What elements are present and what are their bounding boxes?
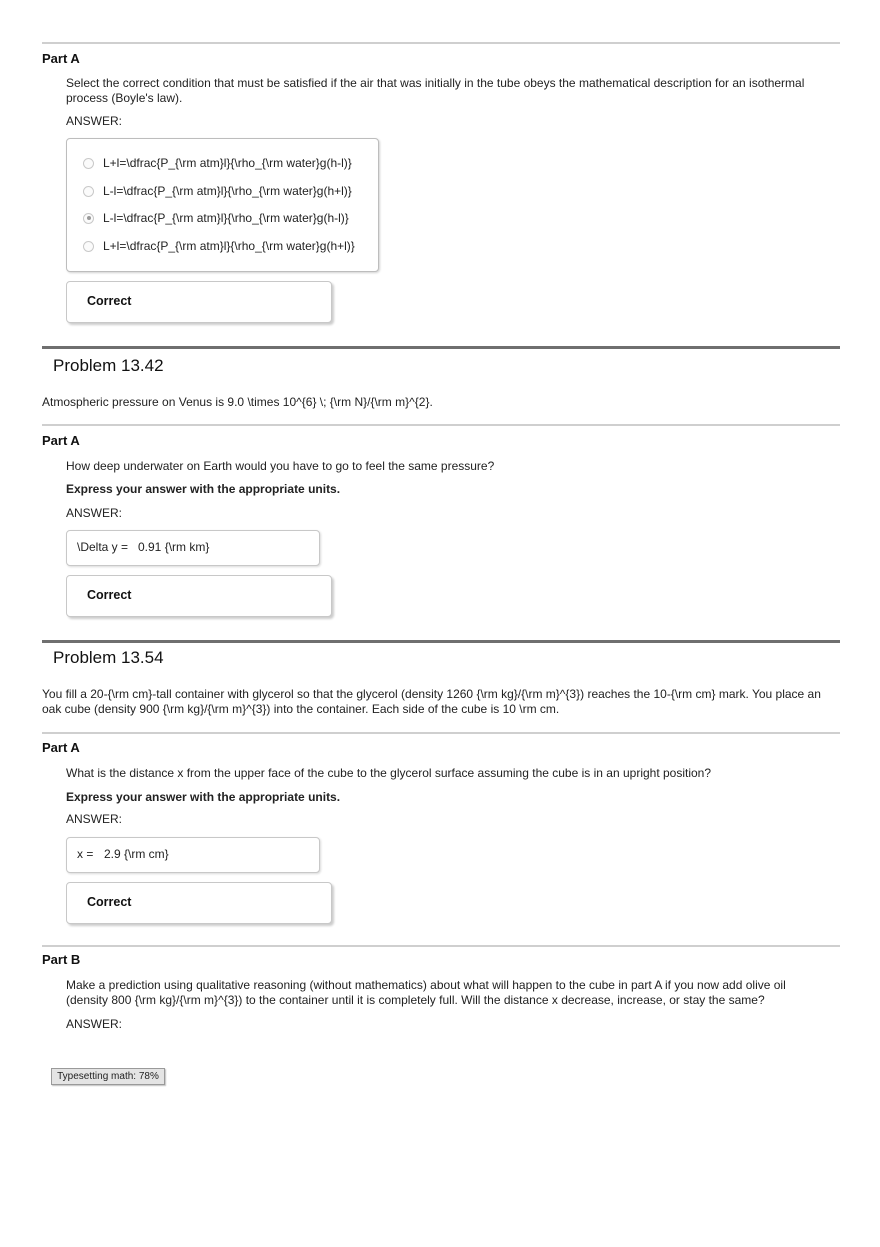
radio-button[interactable] (83, 241, 94, 252)
multiple-choice-box (66, 138, 379, 272)
answer-variable: \Delta y = (77, 540, 129, 554)
part-b-title: Part B (42, 952, 81, 967)
problem-title: Problem 13.42 (53, 356, 164, 375)
feedback-correct: Correct (87, 895, 132, 909)
part-a-question: How deep underwater on Earth would you have to go to feel the same pressure? (66, 459, 495, 473)
section-divider (42, 945, 840, 947)
part-a-question: What is the distance x from the upper face of the cube to the glycerol surface assuming the cube is in an upright position? (66, 766, 712, 780)
section-divider (42, 42, 840, 44)
section-divider (42, 732, 840, 734)
choice-label: L-l=\dfrac{P_{\rm atm}l}{\rho_{\rm water}g(h+l)} (103, 184, 352, 198)
answer-field[interactable] (66, 837, 320, 873)
section-divider (42, 424, 840, 426)
answer-variable: x = (77, 847, 94, 861)
problem-statement-line-1: You fill a 20-{\rm cm}-tall container with glycerol so that the glycerol (density 1260 {\rm kg}/{\rm m}^{3}) reaches the 10-{\rm cm} mark. You place an (42, 687, 821, 701)
feedback-correct: Correct (87, 588, 132, 602)
radio-button-selected[interactable] (83, 213, 94, 224)
choice-label: L-l=\dfrac{P_{\rm atm}l}{\rho_{\rm water}g(h-l)} (103, 211, 349, 225)
part-a-title: Part A (42, 51, 80, 66)
problem-title: Problem 13.54 (53, 648, 164, 667)
answer-label: ANSWER: (66, 1017, 123, 1031)
choice-option-4[interactable] (83, 239, 355, 253)
feedback-box (66, 575, 332, 617)
part-b-question-line-2: (density 800 {\rm kg}/{\rm m}^{3}) to the container until it is completely full. Will the distance x decrease, increase, or stay the same? (66, 993, 765, 1007)
answer-instruction: Express your answer with the appropriate units. (66, 482, 341, 496)
answer-value: 0.91 {\rm km} (138, 540, 210, 554)
feedback-box (66, 882, 332, 924)
problem-divider (42, 640, 840, 643)
part-a-title: Part A (42, 433, 80, 448)
problem-divider (42, 346, 840, 349)
choice-option-3[interactable] (83, 211, 349, 225)
problem-statement-line-2: oak cube (density 900 {\rm kg}/{\rm m}^{3}) into the container. Each side of the cube is 10 \rm cm. (42, 702, 560, 716)
part-a-title: Part A (42, 740, 80, 755)
problem-statement: Atmospheric pressure on Venus is 9.0 \times 10^{6} \; {\rm N}/{\rm m}^{2}. (42, 395, 433, 409)
answer-instruction: Express your answer with the appropriate units. (66, 790, 341, 804)
part-a-question: Select the correct condition that must be satisfied if the air that was initially in the tube obeys the mathematical description for an isothermal process (Boyle's law). (66, 76, 805, 105)
choice-label: L+l=\dfrac{P_{\rm atm}l}{\rho_{\rm water}g(h+l)} (103, 239, 355, 253)
answer-field[interactable] (66, 530, 320, 566)
radio-button[interactable] (83, 186, 94, 197)
choice-option-2[interactable] (83, 184, 352, 198)
part-b-question-line-1: Make a prediction using qualitative reasoning (without mathematics) about what will happen to the cube in part A if you now add olive oil (66, 978, 786, 992)
feedback-box (66, 281, 332, 323)
answer-value: 2.9 {\rm cm} (104, 847, 169, 861)
choice-label: L+l=\dfrac{P_{\rm atm}l}{\rho_{\rm water}g(h-l)} (103, 156, 352, 170)
answer-label: ANSWER: (66, 114, 123, 128)
typesetting-status: Typesetting math: 78% (51, 1068, 165, 1085)
answer-label: ANSWER: (66, 812, 123, 826)
choice-option-1[interactable] (83, 156, 352, 170)
feedback-correct: Correct (87, 294, 132, 308)
radio-button[interactable] (83, 158, 94, 169)
answer-label: ANSWER: (66, 506, 123, 520)
